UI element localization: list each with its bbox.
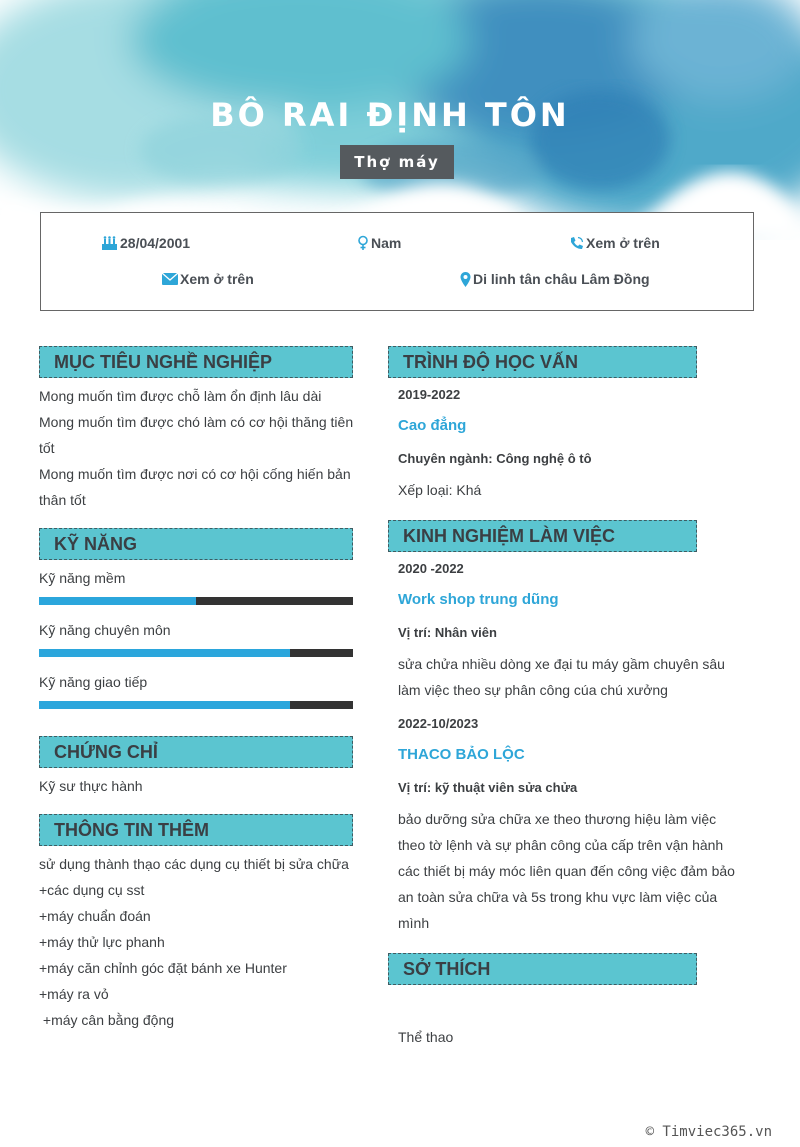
job-period: 2022-10/2023 — [398, 716, 479, 731]
job-company: THACO BẢO LỘC — [398, 746, 525, 763]
gender-icon — [357, 235, 369, 251]
job-description-line: các thiết bị máy móc liên quan đến công việc đảm bảo — [398, 863, 735, 879]
job-position: Vị trí: Nhân viên — [398, 625, 497, 640]
experience-section-title: KINH NGHIỆM LÀM VIỆC — [388, 520, 697, 552]
address-value: Di linh tân châu Lâm Đồng — [473, 271, 650, 287]
skill-label: Kỹ năng chuyên môn — [39, 622, 171, 638]
certificates-section-title: CHỨNG CHỈ — [39, 736, 353, 768]
email-envelope-icon — [162, 273, 178, 285]
location-pin-icon — [460, 272, 471, 287]
objective-section-title: MỤC TIÊU NGHỀ NGHIỆP — [39, 346, 353, 378]
skill-label: Kỹ năng giao tiếp — [39, 674, 148, 690]
job-description-line: an toàn sửa chữa và 5s trong khu vực làm việc của — [398, 889, 718, 905]
skill-level-bar — [39, 649, 353, 657]
job-period: 2020 -2022 — [398, 561, 464, 576]
education-period: 2019-2022 — [398, 387, 461, 402]
birthday-value: 28/04/2001 — [120, 235, 191, 251]
contact-info-box — [40, 212, 754, 311]
skill-level-fill — [39, 701, 290, 709]
more-info-line: +máy chuẩn đoán — [39, 908, 151, 924]
job-title-badge: Thợ máy — [340, 145, 454, 179]
phone-info — [569, 235, 660, 251]
hobbies-section-title: SỞ THÍCH — [388, 953, 697, 985]
objective-line: Mong muốn tìm được chỗ làm ổn định lâu dài — [39, 388, 322, 404]
skill-level-fill — [39, 649, 290, 657]
skill-level-fill — [39, 597, 196, 605]
gender-info — [357, 235, 401, 251]
education-school: Cao đẳng — [398, 417, 467, 434]
birthday-info — [101, 235, 190, 251]
education-section-title: TRÌNH ĐỘ HỌC VẤN — [388, 346, 697, 378]
more-info-line: sử dụng thành thạo các dụng cụ thiết bị sửa chữa — [39, 856, 349, 872]
email-value: Xem ở trên — [180, 271, 254, 287]
more-info-line: +máy cân bằng động — [39, 1012, 175, 1028]
skill-level-bar — [39, 597, 353, 605]
skills-section-title: KỸ NĂNG — [39, 528, 353, 560]
job-position: Vị trí: kỹ thuật viên sửa chửa — [398, 780, 578, 795]
education-rank: Xếp loại: Khá — [398, 482, 482, 498]
job-company: Work shop trung dũng — [398, 591, 559, 608]
skill-label: Kỹ năng mềm — [39, 570, 126, 586]
objective-line: thân tốt — [39, 492, 86, 508]
more-info-line: +máy thử lực phanh — [39, 934, 165, 950]
skill-level-bar — [39, 701, 353, 709]
footer-copyright: © Timviec365.vn — [645, 1124, 772, 1140]
birthday-cake-icon — [101, 236, 118, 251]
job-description-line: theo tờ lệnh và sự phân công của cấp trên vận hành — [398, 837, 724, 853]
job-description-line: sửa chửa nhiều dòng xe đại tu máy gầm chuyên sâu — [398, 656, 725, 672]
objective-line: tốt — [39, 440, 55, 456]
email-info — [162, 271, 254, 287]
objective-line: Mong muốn tìm được chó làm có cơ hội thăng tiên — [39, 414, 354, 430]
job-description-line: bảo dưỡng sửa chữa xe theo thương hiệu làm việc — [398, 811, 717, 827]
hobby-item: Thể thao — [398, 1029, 454, 1045]
education-major: Chuyên ngành: Công nghệ ô tô — [398, 451, 592, 466]
more-info-line: +các dụng cụ sst — [39, 882, 145, 898]
phone-value: Xem ở trên — [586, 235, 660, 251]
address-info — [460, 271, 650, 287]
candidate-name: BÔ RAI ĐỊNH TÔN — [210, 96, 570, 134]
job-description-line: làm việc theo sự phân công cúa chú xưởng — [398, 682, 668, 698]
more-info-line: +máy căn chỉnh góc đặt bánh xe Hunter — [39, 960, 287, 976]
more-info-line: +máy ra vỏ — [39, 986, 109, 1002]
phone-icon — [569, 236, 584, 251]
more-info-section-title: THÔNG TIN THÊM — [39, 814, 353, 846]
certificate-item: Kỹ sư thực hành — [39, 778, 143, 794]
objective-line: Mong muốn tìm được nơi có cơ hội cống hiến bản — [39, 466, 351, 482]
job-description-line: mình — [398, 915, 430, 931]
gender-value: Nam — [371, 235, 402, 251]
